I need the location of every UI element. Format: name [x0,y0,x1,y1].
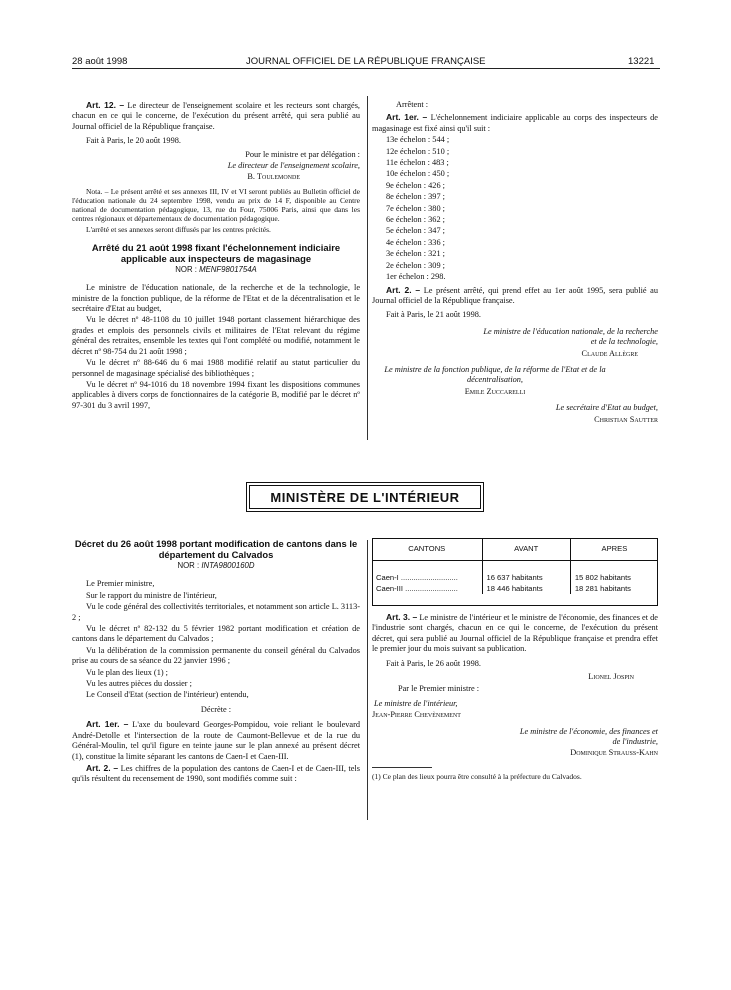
decret-art3-paragraph [372,612,658,655]
sig1-name: Claude Allègre [581,348,638,358]
footnote-rule [372,767,432,768]
decret-p5: Vu la délibération de la commission permanente du conseil général du Calvados prise au cours de sa séance du 22 janvier 1996 ; [72,645,360,666]
arrete-p3: Vu le décret nº 88-646 du 6 mai 1988 modifié relatif au statut particulier du personnel de magasinage spécialisé des bibliothèques ; [72,358,360,378]
arrete-p2: Vu le décret nº 48-1108 du 10 juillet 1948 portant classement hiérarchique des grades et emplois des personnels civils et militaires de l'Etat relevant du régime général des retraites, ensemble les textes qui l'ont complété ou modifié, notamment le décret nº 98-754 du 21 août 1998 ; [72,315,360,356]
arretent: Arrêtent : [396,100,429,109]
echelon-item: 4e échelon : 336 ; [386,237,445,247]
echelon-item: 12e échelon : 510 ; [386,146,450,156]
col-header-cantons: CANTONS [372,538,482,560]
fait-left: Fait à Paris, le 20 août 1998. [86,136,181,146]
echelon-item: 13e échelon : 544 ; [386,135,450,145]
art1-arrete-label: Art. 1er. – [386,112,428,123]
echelon-list [372,135,658,282]
decret-title: Décret du 26 août 1998 portant modification de cantons dans le département du Calvados [74,538,358,560]
art2-arrete-paragraph [372,285,658,307]
decret-p7: Vu les autres pièces du dossier ; [86,679,192,689]
canton-name: Caen-I ........................... [376,573,458,582]
fait-decret: Fait à Paris, le 26 août 1998. [386,658,481,668]
table-row [372,583,658,594]
decret-nor [72,561,360,571]
decret-art1-label: Art. 1er. – [86,719,129,730]
decrete: Décrète : [200,704,232,714]
art12-text: Le directeur de l'enseignement scolaire et les recteurs sont chargés, chacun en ce qui le concerne, de l'exécution du présent arrêté, qui sera publié au Journal officiel de la République française. [72,101,361,131]
arrete-p4: Vu le décret nº 94-1016 du 18 novembre 1994 fixant les dispositions communes applicables à divers corps de fonctionnaires de la catégorie B, modifié par le décret nº 97-301 du 3 avril 1997, [72,379,360,410]
decret-art1-paragraph [72,719,360,762]
decret-p2: Sur le rapport du ministre de l'intérieur, [86,590,217,600]
echelon-item: 10e échelon : 450 ; [386,169,450,179]
sig2-title: Le ministre de la fonction publique, de la réforme de l'Etat et de la décentralisation, [384,364,606,385]
canton-apres: 15 802 habitants [570,572,658,583]
nota-2: L'arrêté et ses annexes seront diffusés par les centres précités. [86,224,271,234]
decret-p4: Vu le décret nº 82-132 du 5 février 1982 portant modification et création de cantons dans le département du Calvados ; [72,624,360,644]
fait-right: Fait à Paris, le 21 août 1998. [386,310,481,320]
footnote: (1) Ce plan des lieux pourra être consulté à la préfecture du Calvados. [372,771,582,781]
decret-p3: Vu le code général des collectivités territoriales, et notamment son article L. 3113-2 ; [72,602,360,622]
decret-p1: Le Premier ministre, [86,579,155,589]
sig3-name: Christian Sautter [594,414,658,424]
table-row [372,572,658,583]
pm-name: Lionel Jospin [588,672,634,682]
echelon-item: 2e échelon : 309 ; [386,260,445,270]
sig2-name: Emile Zuccarelli [464,386,526,396]
decret-sig1-title: Le ministre de l'intérieur, [374,698,458,708]
left-column-bottom [72,538,360,786]
decret-art1-text: L'axe du boulevard Georges-Pompidou, voie reliant le boulevard André-Detolle et l'intersection de la route de Caumont-Bellevue et de la rue du Général-Moulin, tel qu'il figure en teinte jaune sur le plan annexé au présent décret (1), constitue la limite séparant les cantons de Caen-I et Caen-III. [72,720,361,761]
echelon-item: 11e échelon : 483 ; [386,158,449,168]
header-journal-title: JOURNAL OFFICIEL DE LA RÉPUBLIQUE FRANÇAISE [246,56,486,67]
column-separator-top [367,96,368,440]
column-separator-bottom [367,540,368,820]
nota: Nota. – Le présent arrêté et ses annexes III, IV et VI seront publiés au Bulletin officiel de l'éducation nationale du 24 septembre 1998, vendu au prix de 14 F, disponible au Centre national de documentation pédagogique, 13, rue du Four, 75006 Paris, ainsi que dans les centres régionaux et départementaux de documentation pédagogique. [72,186,360,224]
art1-arrete-paragraph [372,112,658,134]
echelon-item: 7e échelon : 380 ; [386,203,445,213]
ministry-title-box [246,482,484,512]
canton-name: Caen-III ......................... [376,584,458,593]
decret-nor-value: INTA9800160D [201,561,255,570]
echelon-item: 8e échelon : 397 ; [386,192,445,202]
decret-sig1-name: Jean-Pierre Chevènement [372,710,461,720]
echelon-item: 1er échelon : 298. [386,272,446,282]
signer-title: Le directeur de l'enseignement scolaire, [227,161,360,171]
par-le-premier-ministre: Par le Premier ministre : [398,684,480,694]
art12-label: Art. 12. – [86,100,125,110]
decret-art3-label: Art. 3. – [386,612,418,622]
decret-art2-text: Les chiffres de la population des cantons de Caen-I et de Caen-III, tels qu'ils résultent du recensement de 1990, sont modifiés comme suit : [72,763,360,784]
art2-arrete-label: Art. 2. – [386,284,421,295]
header-page-number: 13221 [628,56,655,67]
decret-art2-label: Art. 2. – [86,762,119,773]
right-column-top [372,100,658,426]
art12-paragraph [72,100,360,132]
arrete-p1: Le ministre de l'éducation nationale, de la recherche et de la technologie, le ministre de la fonction publique, de la réforme de l'Etat et de la décentralisation et le secrétaire d'Etat au budget, [72,283,360,314]
arrete-nor [72,265,360,275]
pour-le-ministre: Pour le ministre et par délégation : [245,149,360,159]
ministry-title: MINISTÈRE DE L'INTÉRIEUR [249,485,481,509]
decret-p6: Vu le plan des lieux (1) ; [86,667,168,677]
canton-avant: 16 637 habitants [482,572,570,583]
arrete-title: Arrêté du 21 août 1998 fixant l'échelonnement indiciaire applicable aux inspecteurs de magasinage [91,241,341,264]
header-rule [72,68,660,69]
left-column-top [72,100,360,412]
decret-art3-text: Le ministre de l'intérieur et le ministre de l'économie, des finances et de l'industrie sont chargés, chacun en ce qui le concerne, de l'exécution du présent décret, qui sera publié au Journal officiel de la République française et prendra effet le premier jour du mois suivant sa publication. [372,613,658,654]
decret-p8: Le Conseil d'Etat (section de l'intérieur) entendu, [86,690,249,700]
sig1-title: Le ministre de l'éducation nationale, de la recherche et de la technologie, [483,326,658,347]
echelon-item: 9e échelon : 426 ; [386,180,445,190]
header-date: 28 août 1998 [72,56,128,67]
canton-avant: 18 446 habitants [482,583,570,594]
right-column-bottom [372,612,658,782]
echelon-item: 3e échelon : 321 ; [386,249,445,259]
signer-name: B. Toulemonde [247,172,300,182]
sig3-title: Le secrétaire d'Etat au budget, [555,403,658,413]
art1-arrete-text: L'échelonnement indiciaire applicable au corps des inspecteurs de magasinage est fixé ainsi qu'il suit : [372,113,658,133]
decret-art2-paragraph [72,763,360,785]
decret-sig2-name: Dominique Strauss-Kahn [570,748,658,758]
arrete-nor-label: NOR : [175,264,197,274]
art2-arrete-text: Le présent arrêté, qui prend effet au 1er août 1995, sera publié au Journal officiel de la République française. [372,285,658,305]
decret-sig2-title: Le ministre de l'économie, des finances et de l'industrie, [519,726,658,747]
cantons-table-header [372,538,658,560]
echelon-item: 6e échelon : 362 ; [386,215,445,225]
echelon-item: 5e échelon : 347 ; [386,226,445,236]
arrete-nor-value: MENF9801754A [199,264,257,274]
canton-apres: 18 281 habitants [570,583,658,594]
cantons-table [372,538,658,594]
col-header-avant: AVANT [482,538,570,560]
decret-nor-label: NOR : [177,561,200,570]
col-header-apres: APRES [570,538,658,560]
